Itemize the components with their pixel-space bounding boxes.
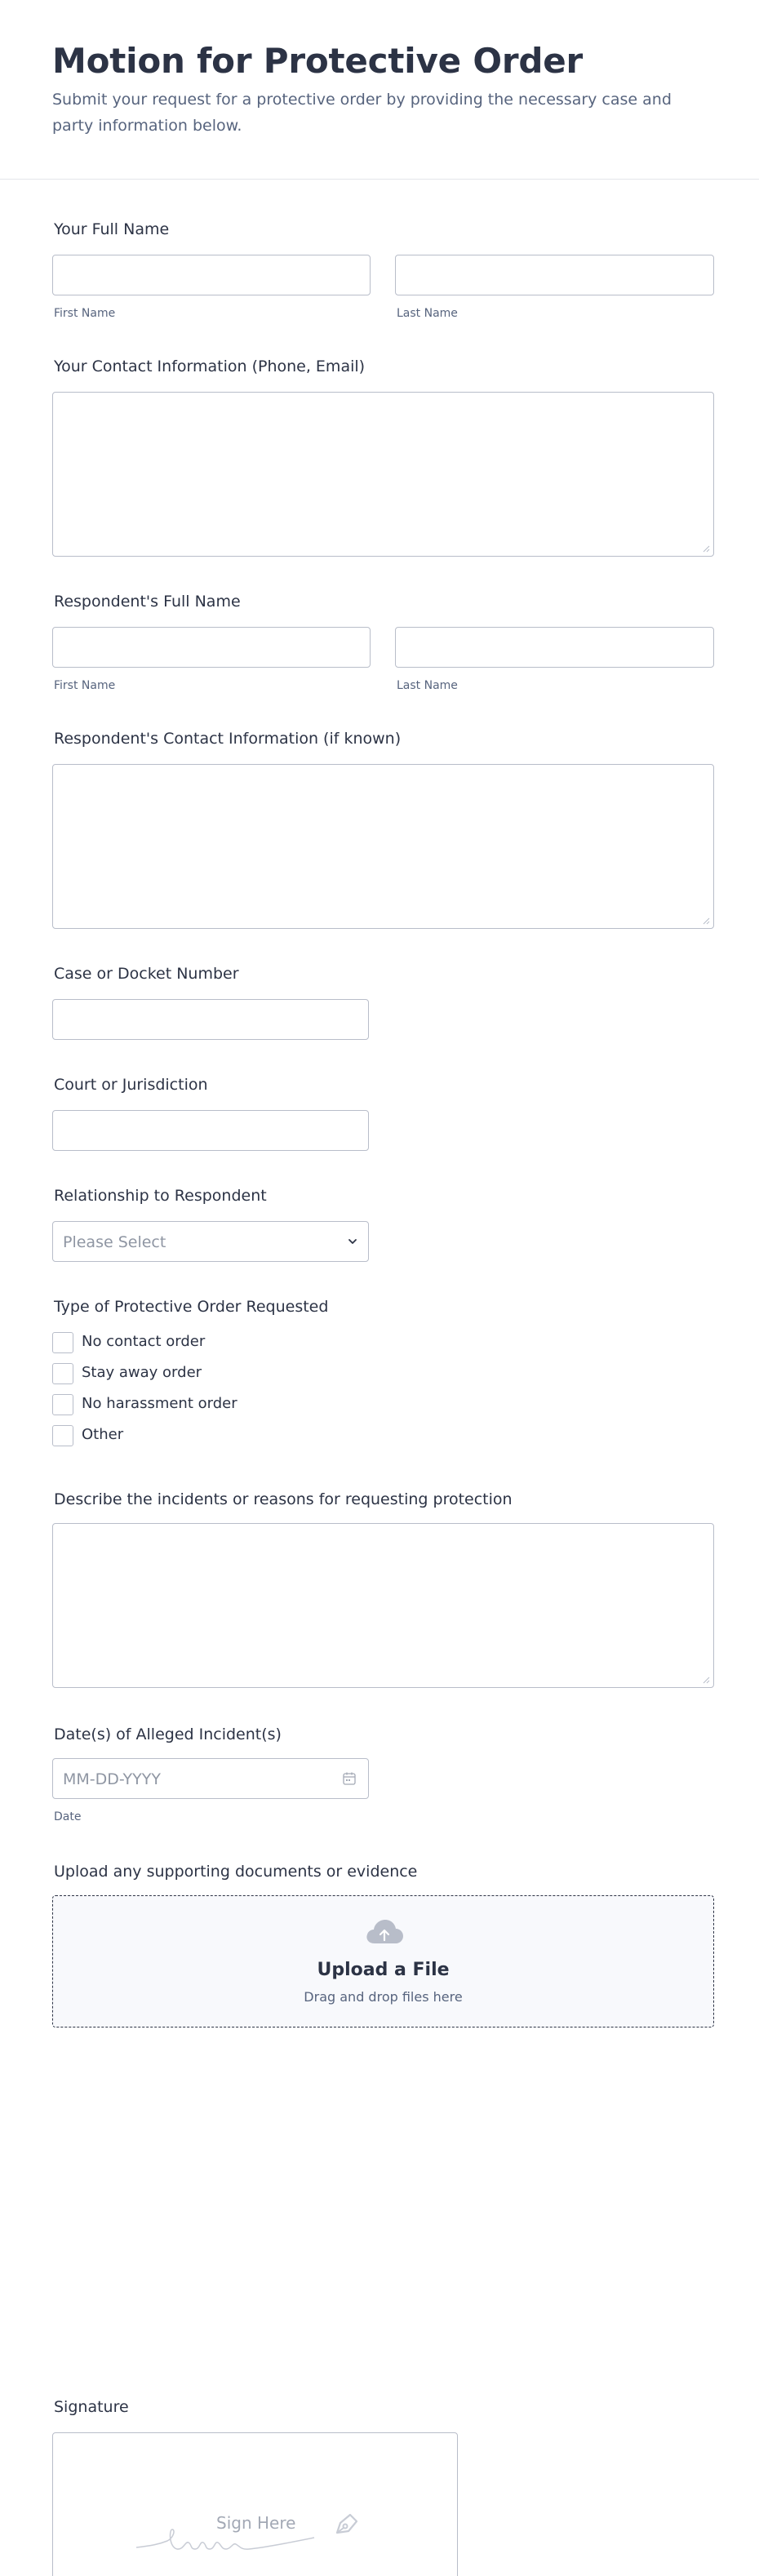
form-header [0,0,759,180]
calendar-icon[interactable] [342,1771,357,1786]
contact-info-textarea[interactable] [52,392,714,557]
checkbox[interactable] [52,1363,73,1384]
last-name-input[interactable] [395,255,714,295]
contact-info-label: Your Contact Information (Phone, Email) [54,358,366,375]
respondent-contact-label: Respondent's Contact Information (if known) [54,730,402,748]
signature-pad[interactable] [52,2432,458,2576]
file-upload-dropzone[interactable] [52,1895,714,2027]
resize-handle-icon[interactable] [702,1676,710,1684]
first-name-input[interactable] [52,255,371,295]
form-title: Motion for Protective Order [52,41,584,81]
case-number-label: Case or Docket Number [54,965,239,983]
checkbox[interactable] [52,1332,73,1353]
date-placeholder: MM-DD-YYYY [63,1770,161,1788]
case-number-input[interactable] [52,999,369,1040]
checkbox-label: Other [82,1426,124,1443]
checkbox[interactable] [52,1425,73,1446]
court-input[interactable] [52,1110,369,1151]
upload-subtitle: Drag and drop files here [304,1989,463,2005]
checkbox-label: No harassment order [82,1395,237,1412]
respondent-last-name-sublabel: Last Name [397,679,458,692]
court-label: Court or Jurisdiction [54,1076,208,1094]
checkbox-label: No contact order [82,1333,206,1350]
checkbox-label: Stay away order [82,1364,202,1381]
resize-handle-icon[interactable] [702,917,710,925]
last-name-sublabel: Last Name [397,307,458,320]
first-name-sublabel: First Name [54,307,116,320]
relationship-label: Relationship to Respondent [54,1187,267,1205]
respondent-first-name-sublabel: First Name [54,679,116,692]
pen-icon [331,2508,363,2541]
upload-title: Upload a File [317,1960,450,1980]
chevron-down-icon [347,1236,358,1247]
signature-placeholder: Sign Here [216,2513,296,2533]
order-type-label: Type of Protective Order Requested [54,1298,329,1316]
respondent-name-label: Respondent's Full Name [54,593,241,611]
incident-date-input[interactable] [52,1758,369,1799]
relationship-select[interactable] [52,1221,369,1262]
relationship-select-placeholder: Please Select [63,1233,166,1251]
cloud-upload-icon [364,1916,405,1948]
full-name-label: Your Full Name [54,220,170,238]
resize-handle-icon[interactable] [702,544,710,553]
respondent-contact-textarea[interactable] [52,764,714,929]
signature-label: Signature [54,2398,129,2416]
incident-dates-label: Date(s) of Alleged Incident(s) [54,1725,282,1743]
incidents-textarea[interactable] [52,1523,714,1688]
incidents-label: Describe the incidents or reasons for requesting protection [54,1490,513,1508]
upload-label: Upload any supporting documents or evidence [54,1863,418,1881]
respondent-first-name-input[interactable] [52,627,371,668]
form-subtitle: Submit your request for a protective order by providing the necessary case and party information below. [52,91,672,135]
date-sublabel: Date [54,1810,82,1823]
respondent-last-name-input[interactable] [395,627,714,668]
checkbox[interactable] [52,1394,73,1415]
